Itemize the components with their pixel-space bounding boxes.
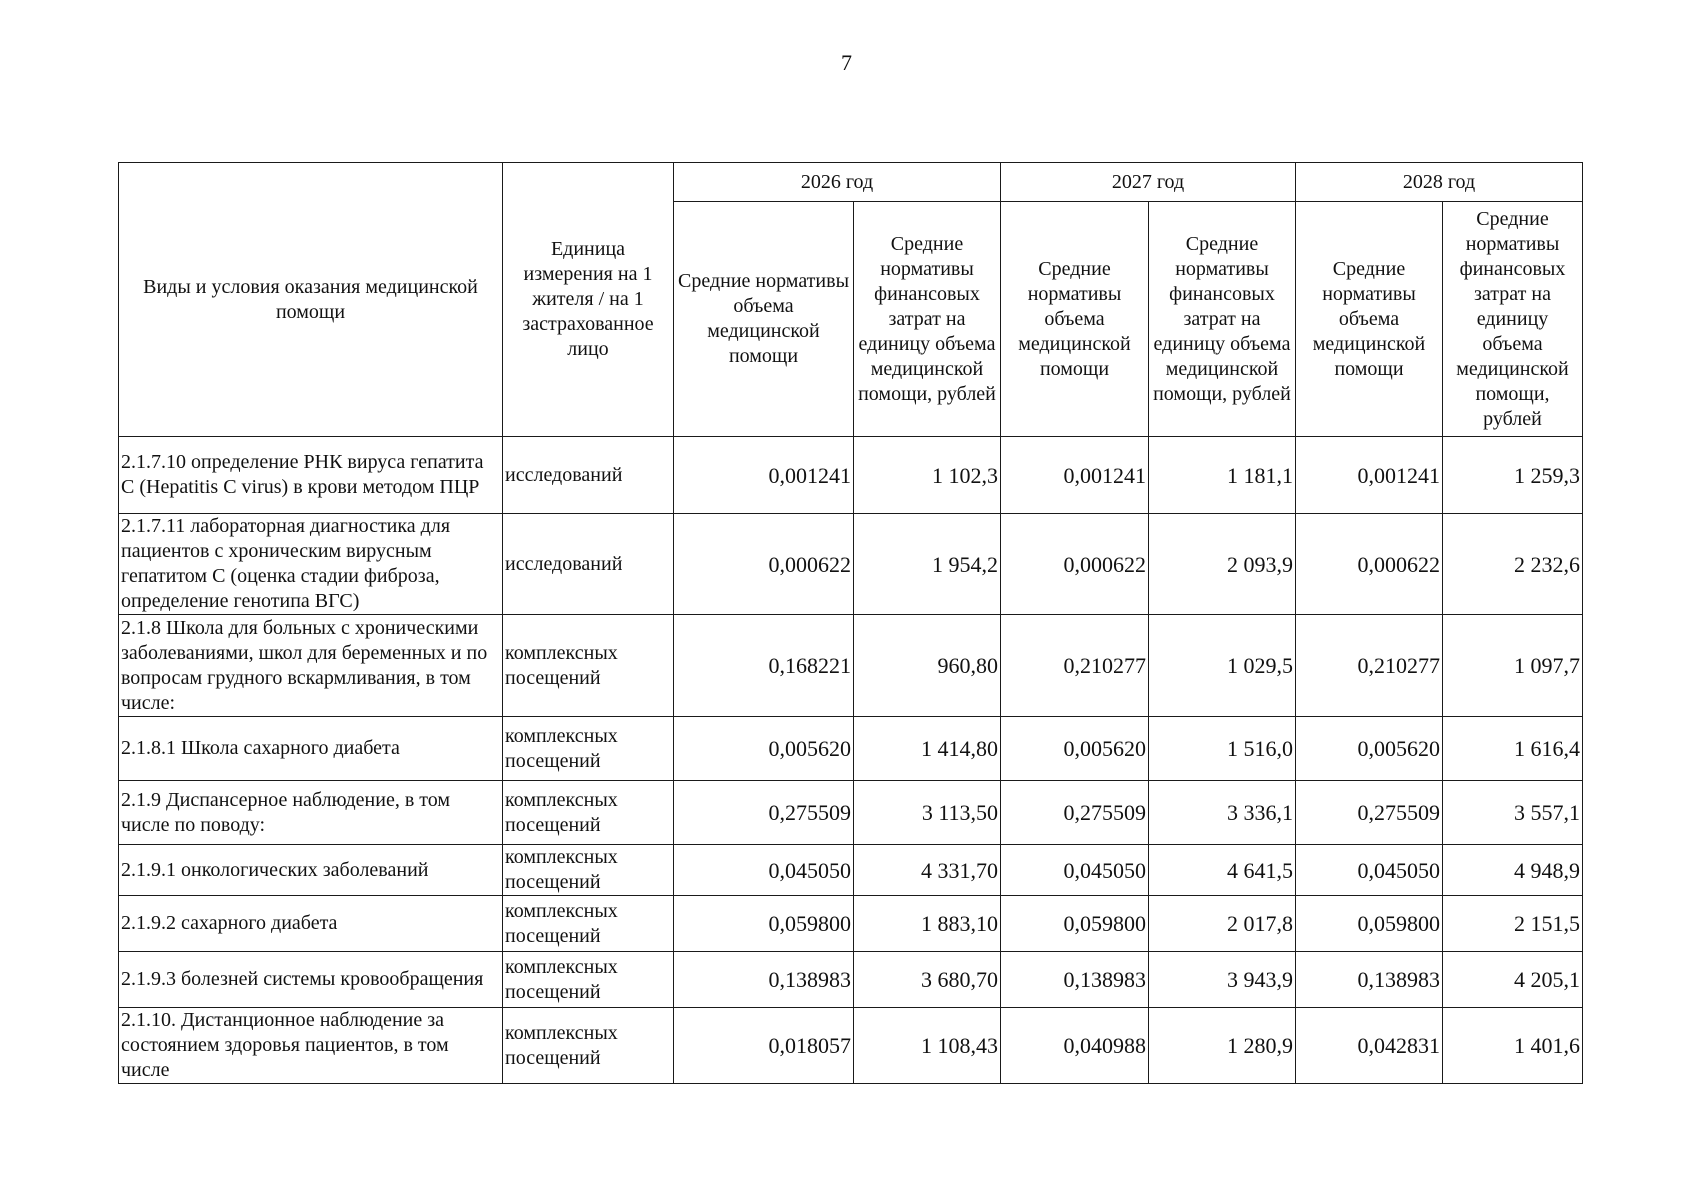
row-volume-2027: 0,138983 [1001, 952, 1149, 1008]
row-care-type: 2.1.9.2 сахарного диабета [119, 896, 503, 952]
row-cost-2028: 1 401,6 [1443, 1008, 1583, 1084]
table-row [119, 437, 1583, 514]
row-cost-2026: 4 331,70 [854, 845, 1001, 896]
row-volume-2027: 0,210277 [1001, 615, 1149, 717]
row-care-type: 2.1.7.10 определение РНК вируса гепатита С (Hepatitis C virus) в крови методом ПЦР [119, 437, 503, 514]
row-cost-2027: 3 943,9 [1149, 952, 1296, 1008]
row-volume-2028: 0,005620 [1296, 717, 1443, 781]
table-row [119, 717, 1583, 781]
row-cost-2028: 2 232,6 [1443, 514, 1583, 615]
row-cost-2026: 960,80 [854, 615, 1001, 717]
row-volume-2026: 0,001241 [674, 437, 854, 514]
table-row [119, 1008, 1583, 1084]
row-cost-2026: 1 108,43 [854, 1008, 1001, 1084]
row-cost-2028: 4 205,1 [1443, 952, 1583, 1008]
row-volume-2027: 0,275509 [1001, 781, 1149, 845]
row-cost-2027: 1 280,9 [1149, 1008, 1296, 1084]
row-cost-2026: 1 954,2 [854, 514, 1001, 615]
row-volume-2028: 0,210277 [1296, 615, 1443, 717]
row-volume-2028: 0,275509 [1296, 781, 1443, 845]
row-care-type: 2.1.10. Дистанционное наблюдение за состоянием здоровья пациентов, в том числе [119, 1008, 503, 1084]
header-cost-2027: Средние нормативы финансовых затрат на единицу объема медицинской помощи, рублей [1149, 202, 1296, 437]
row-volume-2026: 0,275509 [674, 781, 854, 845]
row-unit: исследований [503, 437, 674, 514]
row-unit: комплексных посещений [503, 845, 674, 896]
row-volume-2028: 0,001241 [1296, 437, 1443, 514]
row-volume-2027: 0,001241 [1001, 437, 1149, 514]
row-volume-2026: 0,005620 [674, 717, 854, 781]
row-cost-2028: 1 616,4 [1443, 717, 1583, 781]
header-year-2028: 2028 год [1296, 163, 1583, 202]
row-care-type: 2.1.9.1 онкологических заболеваний [119, 845, 503, 896]
table-row [119, 781, 1583, 845]
row-volume-2028: 0,045050 [1296, 845, 1443, 896]
row-volume-2026: 0,045050 [674, 845, 854, 896]
row-care-type: 2.1.8 Школа для больных с хроническими заболеваниями, школ для беременных и по вопросам грудного вскармливания, в том числе: [119, 615, 503, 717]
row-volume-2027: 0,000622 [1001, 514, 1149, 615]
row-unit: комплексных посещений [503, 615, 674, 717]
row-unit: комплексных посещений [503, 1008, 674, 1084]
row-volume-2028: 0,042831 [1296, 1008, 1443, 1084]
row-cost-2028: 2 151,5 [1443, 896, 1583, 952]
table-row [119, 615, 1583, 717]
row-cost-2026: 1 102,3 [854, 437, 1001, 514]
row-cost-2028: 4 948,9 [1443, 845, 1583, 896]
row-unit: комплексных посещений [503, 896, 674, 952]
row-cost-2027: 3 336,1 [1149, 781, 1296, 845]
row-cost-2027: 2 093,9 [1149, 514, 1296, 615]
row-unit: исследований [503, 514, 674, 615]
row-volume-2027: 0,045050 [1001, 845, 1149, 896]
row-volume-2026: 0,018057 [674, 1008, 854, 1084]
row-cost-2026: 1 414,80 [854, 717, 1001, 781]
table-row [119, 896, 1583, 952]
row-volume-2028: 0,059800 [1296, 896, 1443, 952]
row-cost-2026: 3 680,70 [854, 952, 1001, 1008]
row-volume-2026: 0,168221 [674, 615, 854, 717]
row-cost-2026: 1 883,10 [854, 896, 1001, 952]
header-row-years [119, 163, 1583, 202]
header-year-2027: 2027 год [1001, 163, 1296, 202]
row-cost-2028: 3 557,1 [1443, 781, 1583, 845]
row-cost-2026: 3 113,50 [854, 781, 1001, 845]
header-volume-2026: Средние нормативы объема медицинской помощи [674, 202, 854, 437]
header-cost-2026: Средние нормативы финансовых затрат на единицу объема медицинской помощи, рублей [854, 202, 1001, 437]
row-cost-2027: 2 017,8 [1149, 896, 1296, 952]
page-number: 7 [841, 50, 852, 75]
row-care-type: 2.1.7.11 лабораторная диагностика для пациентов с хроническим вирусным гепатитом С (оценка стадии фиброза, определение генотипа ВГС) [119, 514, 503, 615]
row-care-type: 2.1.8.1 Школа сахарного диабета [119, 717, 503, 781]
row-volume-2028: 0,000622 [1296, 514, 1443, 615]
header-year-2026: 2026 год [674, 163, 1001, 202]
header-volume-2028: Средние нормативы объема медицинской помощи [1296, 202, 1443, 437]
medical-care-norms-table [118, 162, 1583, 1084]
header-unit-of-measure: Единица измерения на 1 жителя / на 1 застрахованное лицо [503, 163, 674, 437]
row-volume-2027: 0,059800 [1001, 896, 1149, 952]
row-cost-2028: 1 259,3 [1443, 437, 1583, 514]
row-unit: комплексных посещений [503, 717, 674, 781]
table-row [119, 952, 1583, 1008]
row-unit: комплексных посещений [503, 952, 674, 1008]
row-care-type: 2.1.9 Диспансерное наблюдение, в том числе по поводу: [119, 781, 503, 845]
row-unit: комплексных посещений [503, 781, 674, 845]
row-volume-2026: 0,000622 [674, 514, 854, 615]
row-cost-2027: 1 029,5 [1149, 615, 1296, 717]
table-header [119, 163, 1583, 437]
row-cost-2027: 4 641,5 [1149, 845, 1296, 896]
row-volume-2027: 0,005620 [1001, 717, 1149, 781]
row-cost-2027: 1 181,1 [1149, 437, 1296, 514]
row-volume-2028: 0,138983 [1296, 952, 1443, 1008]
row-cost-2028: 1 097,7 [1443, 615, 1583, 717]
header-kind-of-care: Виды и условия оказания медицинской помощи [119, 163, 503, 437]
row-volume-2027: 0,040988 [1001, 1008, 1149, 1084]
table-body [119, 437, 1583, 1084]
row-volume-2026: 0,138983 [674, 952, 854, 1008]
table-row [119, 845, 1583, 896]
header-volume-2027: Средние нормативы объема медицинской помощи [1001, 202, 1149, 437]
header-cost-2028: Средние нормативы финансовых затрат на единицу объема медицинской помощи, рублей [1443, 202, 1583, 437]
row-volume-2026: 0,059800 [674, 896, 854, 952]
table-row [119, 514, 1583, 615]
row-care-type: 2.1.9.3 болезней системы кровообращения [119, 952, 503, 1008]
row-cost-2027: 1 516,0 [1149, 717, 1296, 781]
